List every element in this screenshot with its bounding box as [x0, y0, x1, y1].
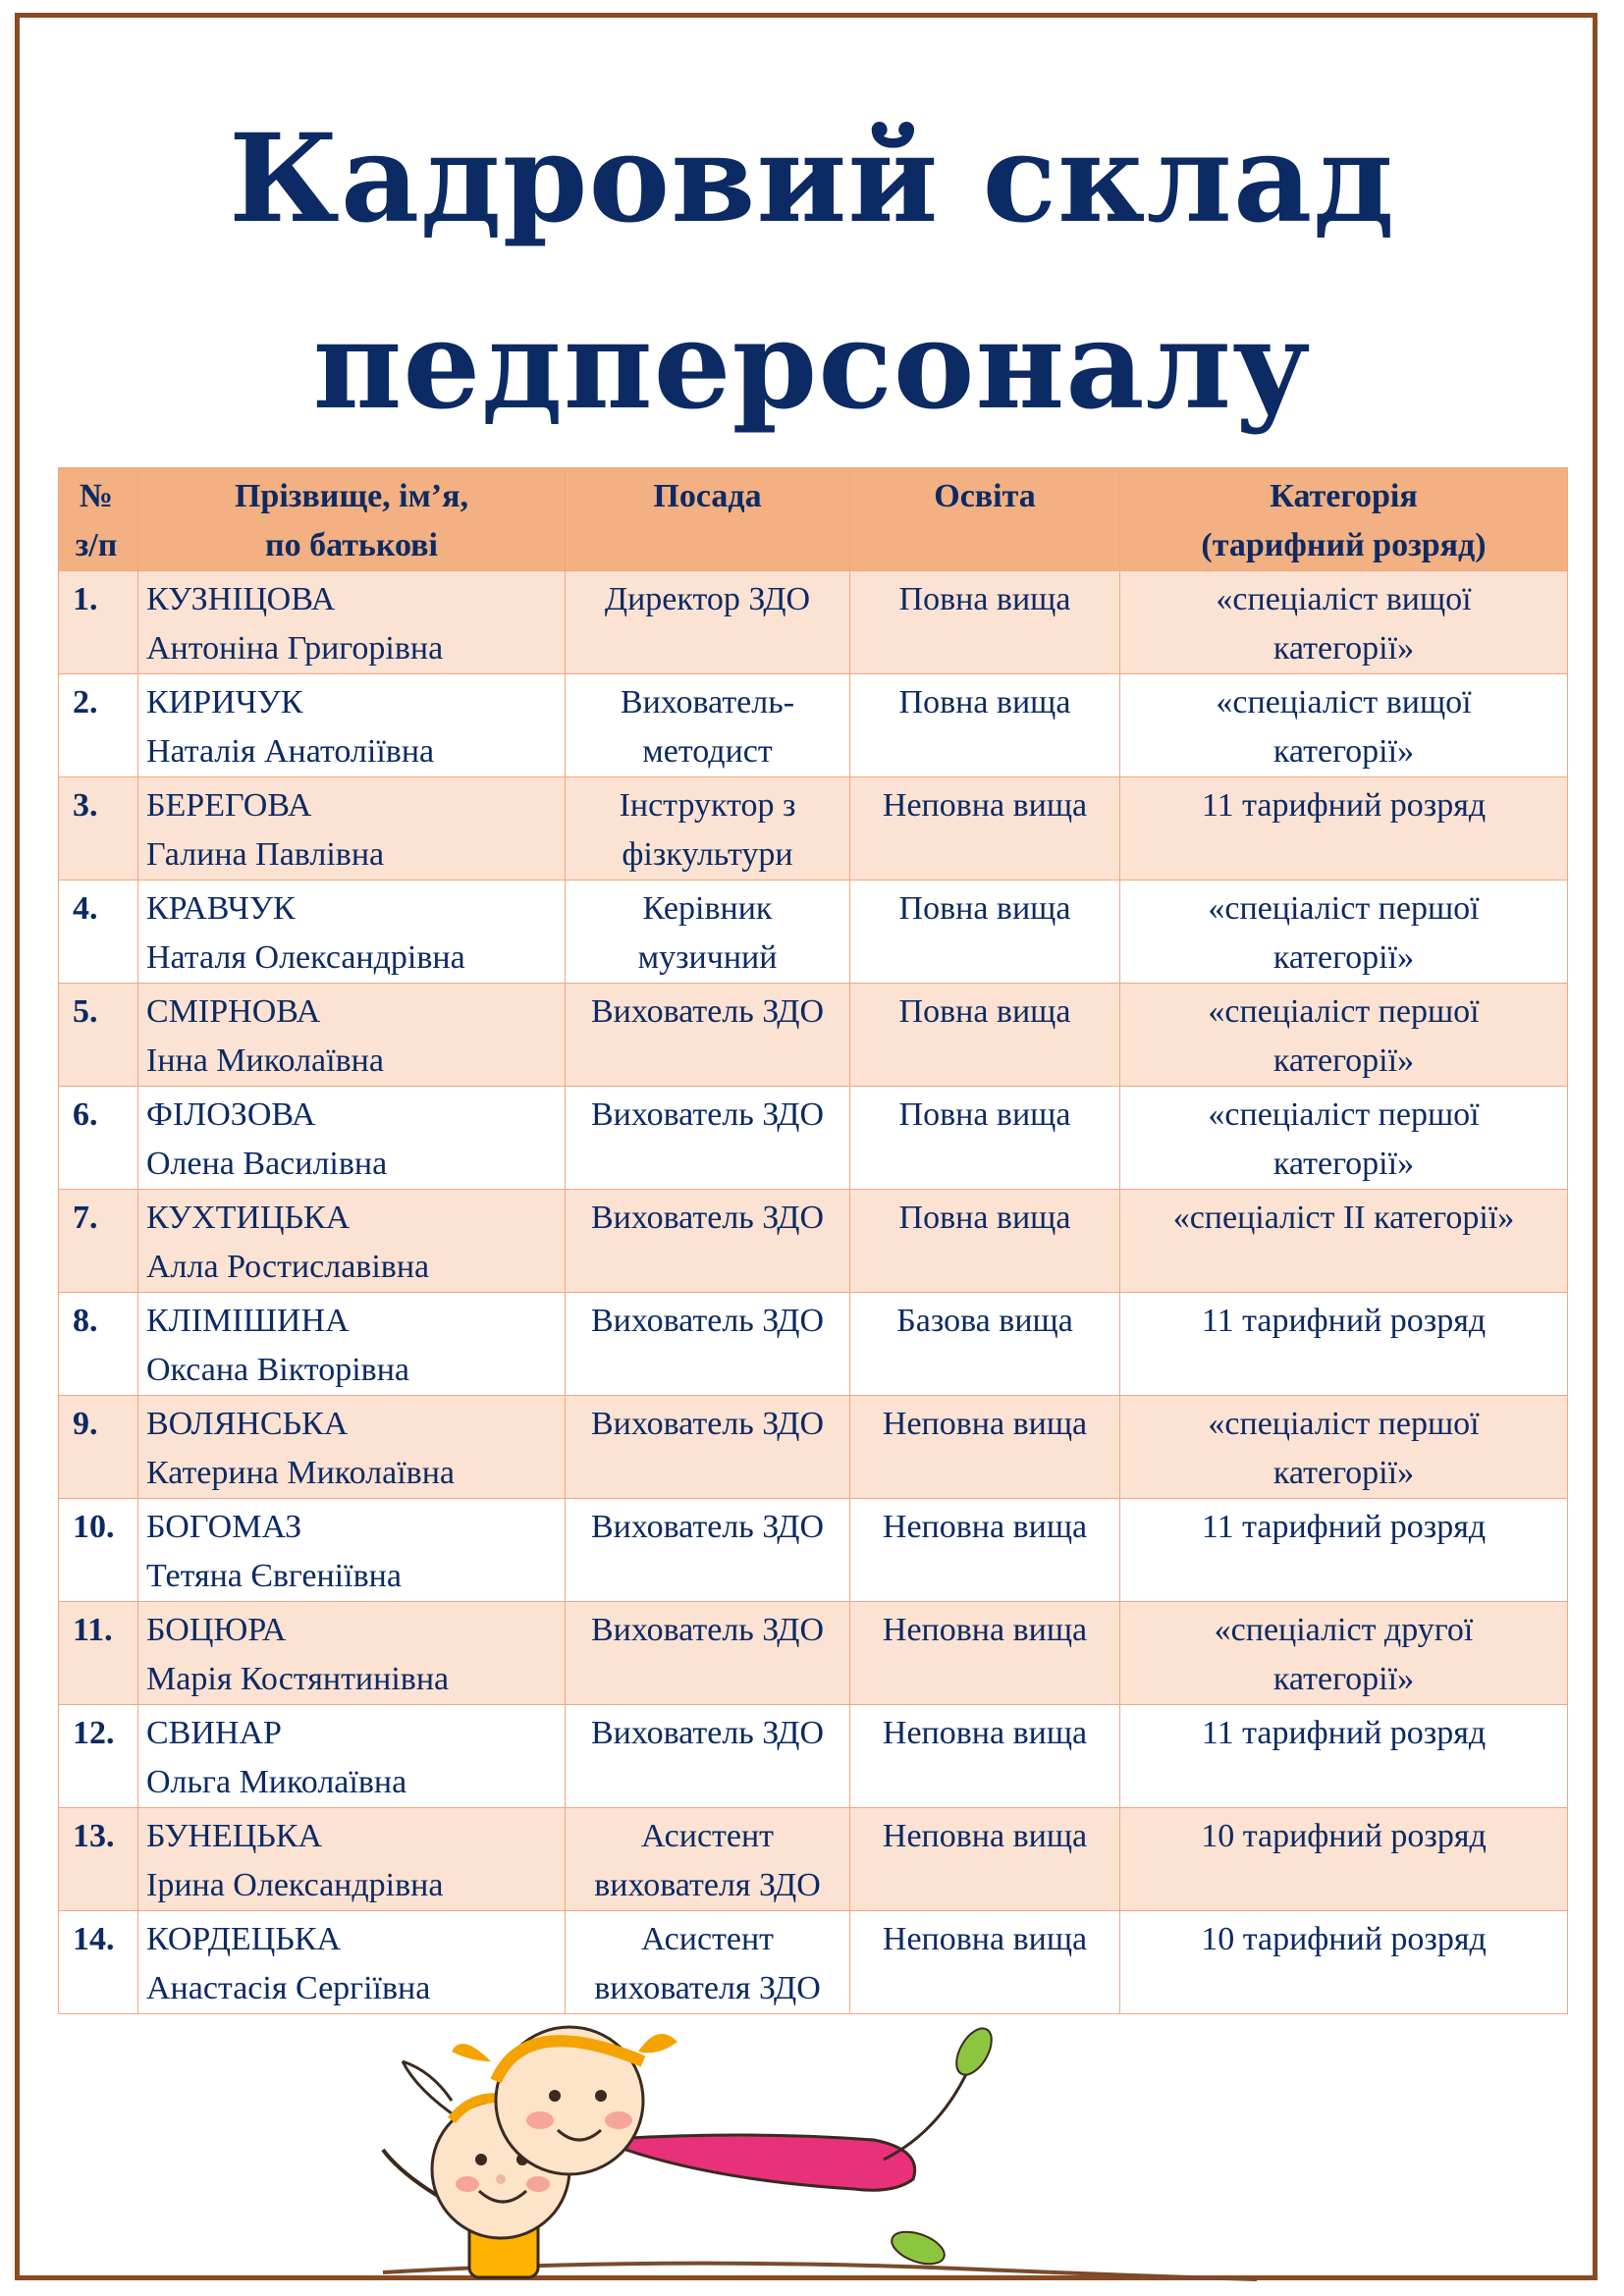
employee-position: Керівник музичний [566, 881, 850, 984]
employee-position: Вихователь ЗДО [566, 1499, 850, 1602]
employee-education: Неповна вища [850, 1499, 1120, 1602]
employee-education: Повна вища [850, 881, 1120, 984]
employee-name: БЕРЕГОВА Галина Павлівна [138, 777, 566, 881]
table-row [59, 1499, 1568, 1602]
employee-category: «спеціаліст вищої категорії» [1120, 571, 1568, 674]
employee-name: КРАВЧУК Наталя Олександрівна [138, 881, 566, 984]
row-number: 5. [59, 984, 138, 1087]
employee-name: КУЗНІЦОВА Антоніна Григорівна [138, 571, 566, 674]
employee-category: 11 тарифний розряд [1120, 1293, 1568, 1396]
page-title [0, 86, 1624, 459]
table-row [59, 1396, 1568, 1499]
employee-name: СВИНАР Ольга Миколаївна [138, 1705, 566, 1808]
employee-category: 11 тарифний розряд [1120, 777, 1568, 881]
table-row [59, 1808, 1568, 1911]
employee-name: БОЦЮРА Марія Костянтинівна [138, 1602, 566, 1705]
employee-position: Асистент вихователя ЗДО [566, 1911, 850, 2014]
header-education: Освіта [850, 468, 1120, 571]
employee-position: Асистент вихователя ЗДО [566, 1808, 850, 1911]
employee-education: Повна вища [850, 1087, 1120, 1190]
employee-name: БОГОМАЗ Тетяна Євгеніївна [138, 1499, 566, 1602]
employee-position: Вихователь ЗДО [566, 1705, 850, 1808]
staff-table [58, 467, 1568, 2014]
row-number: 9. [59, 1396, 138, 1499]
employee-education: Повна вища [850, 984, 1120, 1087]
row-number: 7. [59, 1190, 138, 1293]
employee-name: СМІРНОВА Інна Миколаївна [138, 984, 566, 1087]
children-illustration [373, 2022, 1394, 2287]
row-number: 12. [59, 1705, 138, 1808]
employee-category: «спеціаліст ІІ категорії» [1120, 1190, 1568, 1293]
employee-education: Повна вища [850, 571, 1120, 674]
header-category: Категорія (тарифний розряд) [1120, 468, 1568, 571]
employee-name: КЛІМІШИНА Оксана Вікторівна [138, 1293, 566, 1396]
employee-category: «спеціаліст вищої категорії» [1120, 674, 1568, 777]
row-number: 3. [59, 777, 138, 881]
employee-category: 11 тарифний розряд [1120, 1499, 1568, 1602]
table-row [59, 1190, 1568, 1293]
employee-category: «спеціаліст другої категорії» [1120, 1602, 1568, 1705]
row-number: 2. [59, 674, 138, 777]
row-number: 6. [59, 1087, 138, 1190]
employee-position: Вихователь- методист [566, 674, 850, 777]
employee-category: 10 тарифний розряд [1120, 1911, 1568, 2014]
employee-name: КИРИЧУК Наталія Анатоліївна [138, 674, 566, 777]
employee-position: Вихователь ЗДО [566, 984, 850, 1087]
employee-education: Неповна вища [850, 777, 1120, 881]
row-number: 4. [59, 881, 138, 984]
employee-category: 10 тарифний розряд [1120, 1808, 1568, 1911]
employee-education: Базова вища [850, 1293, 1120, 1396]
employee-name: КУХТИЦЬКА Алла Ростиславівна [138, 1190, 566, 1293]
employee-position: Директор ЗДО [566, 571, 850, 674]
row-number: 8. [59, 1293, 138, 1396]
employee-name: ФІЛОЗОВА Олена Василівна [138, 1087, 566, 1190]
employee-position: Інструктор з фізкультури [566, 777, 850, 881]
header-position: Посада [566, 468, 850, 571]
employee-category: «спеціаліст першої категорії» [1120, 1087, 1568, 1190]
header-num: № з/п [59, 468, 138, 571]
table-row [59, 1705, 1568, 1808]
employee-education: Неповна вища [850, 1911, 1120, 2014]
header-name: Прізвище, ім’я, по батькові [138, 468, 566, 571]
employee-name: ВОЛЯНСЬКА Катерина Миколаївна [138, 1396, 566, 1499]
employee-education: Неповна вища [850, 1396, 1120, 1499]
employee-education: Неповна вища [850, 1602, 1120, 1705]
table-row [59, 984, 1568, 1087]
employee-position: Вихователь ЗДО [566, 1293, 850, 1396]
title-line-2: педперсоналу [312, 294, 1312, 437]
row-number: 1. [59, 571, 138, 674]
employee-name: КОРДЕЦЬКА Анастасія Сергіївна [138, 1911, 566, 2014]
employee-category: «спеціаліст першої категорії» [1120, 984, 1568, 1087]
employee-category: «спеціаліст першої категорії» [1120, 1396, 1568, 1499]
employee-position: Вихователь ЗДО [566, 1190, 850, 1293]
table-row [59, 1087, 1568, 1190]
table-body [59, 571, 1568, 2014]
employee-education: Неповна вища [850, 1705, 1120, 1808]
employee-education: Повна вища [850, 674, 1120, 777]
row-number: 10. [59, 1499, 138, 1602]
table-row [59, 1602, 1568, 1705]
table-row [59, 881, 1568, 984]
row-number: 11. [59, 1602, 138, 1705]
employee-position: Вихователь ЗДО [566, 1087, 850, 1190]
employee-position: Вихователь ЗДО [566, 1602, 850, 1705]
table-row [59, 571, 1568, 674]
row-number: 13. [59, 1808, 138, 1911]
table-row [59, 777, 1568, 881]
row-number: 14. [59, 1911, 138, 2014]
employee-category: «спеціаліст першої категорії» [1120, 881, 1568, 984]
employee-category: 11 тарифний розряд [1120, 1705, 1568, 1808]
employee-education: Неповна вища [850, 1808, 1120, 1911]
title-line-1: Кадровий склад [229, 108, 1395, 250]
table-header-row [59, 468, 1568, 571]
table-row [59, 1911, 1568, 2014]
employee-name: БУНЕЦЬКА Ірина Олександрівна [138, 1808, 566, 1911]
table-row [59, 674, 1568, 777]
employee-education: Повна вища [850, 1190, 1120, 1293]
table-row [59, 1293, 1568, 1396]
employee-position: Вихователь ЗДО [566, 1396, 850, 1499]
